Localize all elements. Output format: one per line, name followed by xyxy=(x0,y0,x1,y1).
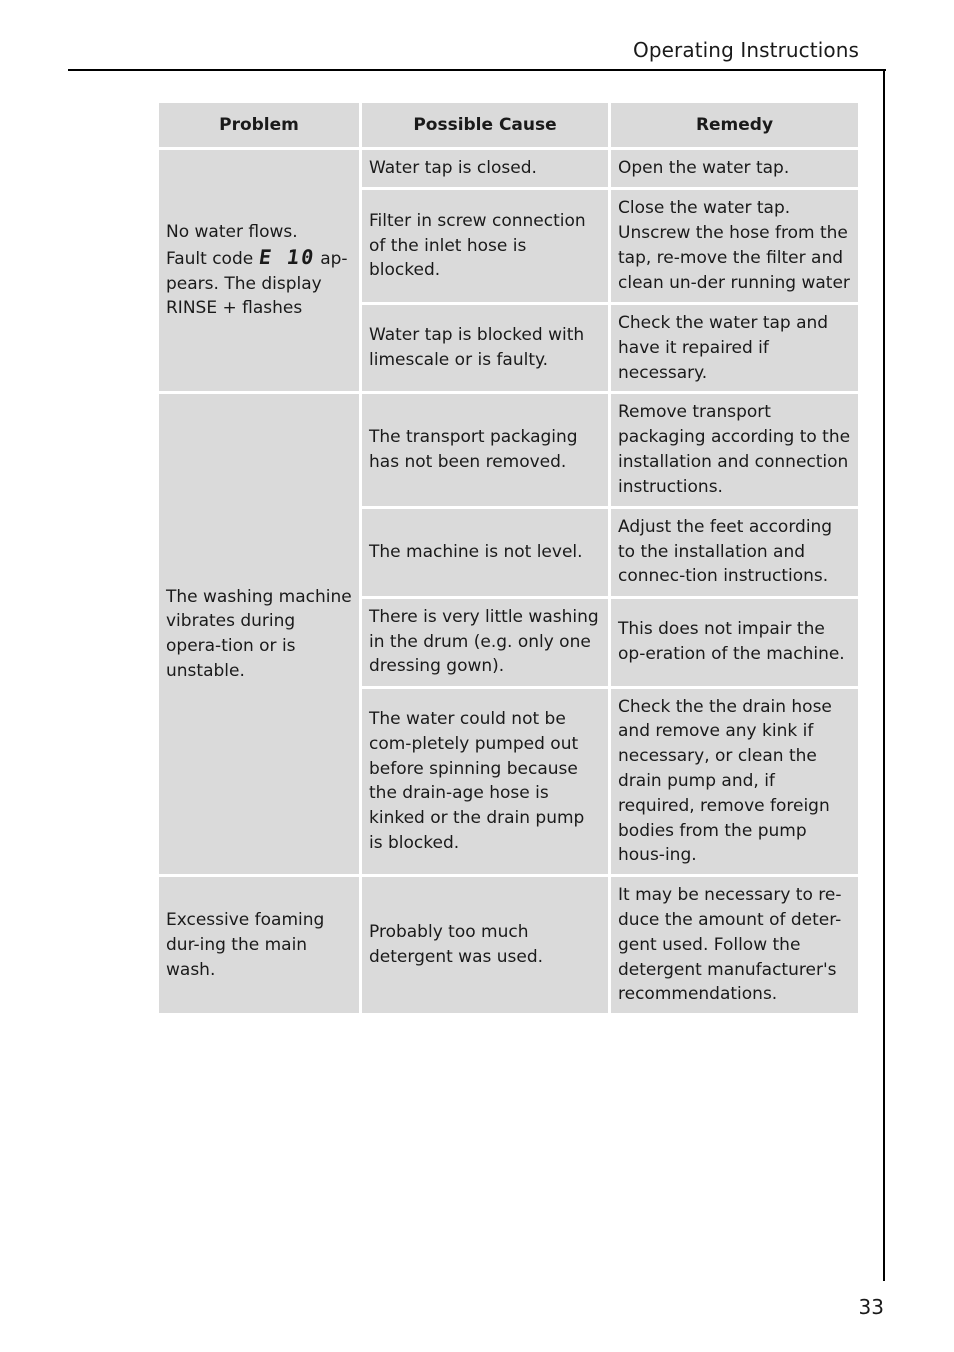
table-row xyxy=(159,394,858,505)
fault-code-display: E 10 xyxy=(256,244,317,269)
problem-text: ap- xyxy=(320,248,348,269)
remedy-cell: Close the water tap. Unscrew the hose from the tap, re-move the filter and clean un-der running water xyxy=(611,190,858,302)
cause-cell: Water tap is blocked with limescale or is faulty. xyxy=(362,305,608,391)
remedy-cell: It may be necessary to re-duce the amount of deter-gent used. Follow the detergent manufacturer's recommendations. xyxy=(611,877,858,1013)
remedy-cell: Check the the drain hose and remove any kink if necessary, or clean the drain pump and, if required, remove foreign bodies from the pump hous-ing. xyxy=(611,689,858,875)
cause-cell: There is very little washing in the drum (e.g. only one dressing gown). xyxy=(362,599,608,686)
table-row xyxy=(159,150,858,187)
remedy-cell: Remove transport packaging according to the installation and connection instructions. xyxy=(611,394,858,505)
header-possible-cause: Possible Cause xyxy=(362,103,608,147)
cause-cell: Water tap is closed. xyxy=(362,150,608,187)
troubleshooting-table xyxy=(156,100,861,1016)
problem-cell xyxy=(159,150,359,391)
table-row xyxy=(159,877,858,1013)
remedy-cell: Open the water tap. xyxy=(611,150,858,187)
cause-cell: The water could not be com-pletely pumped out before spinning because the drain-age hose is kinked or the drain pump is blocked. xyxy=(362,689,608,875)
cause-cell: Probably too much detergent was used. xyxy=(362,877,608,1013)
page-header-title: Operating Instructions xyxy=(632,38,859,62)
problem-text: Fault code xyxy=(166,248,254,269)
remedy-cell: Check the water tap and have it repaired if necessary. xyxy=(611,305,858,391)
side-rule xyxy=(883,69,885,1281)
cause-cell: Filter in screw connection of the inlet hose is blocked. xyxy=(362,190,608,302)
remedy-cell: Adjust the feet according to the installation and connec-tion instructions. xyxy=(611,509,858,596)
cause-cell: The transport packaging has not been removed. xyxy=(362,394,608,505)
problem-cell: Excessive foaming dur-ing the main wash. xyxy=(159,877,359,1013)
problem-cell: The washing machine vibrates during opera-tion or is unstable. xyxy=(159,394,359,874)
remedy-cell: This does not impair the op-eration of the machine. xyxy=(611,599,858,686)
page-number: 33 xyxy=(858,1295,884,1319)
problem-text: pears. The display xyxy=(166,273,322,294)
table-header-row xyxy=(159,103,858,147)
header-problem: Problem xyxy=(159,103,359,147)
problem-text: RINSE + flashes xyxy=(166,298,303,319)
problem-text: No water flows. xyxy=(166,222,298,243)
header-remedy: Remedy xyxy=(611,103,858,147)
header-rule xyxy=(68,69,886,71)
cause-cell: The machine is not level. xyxy=(362,509,608,596)
